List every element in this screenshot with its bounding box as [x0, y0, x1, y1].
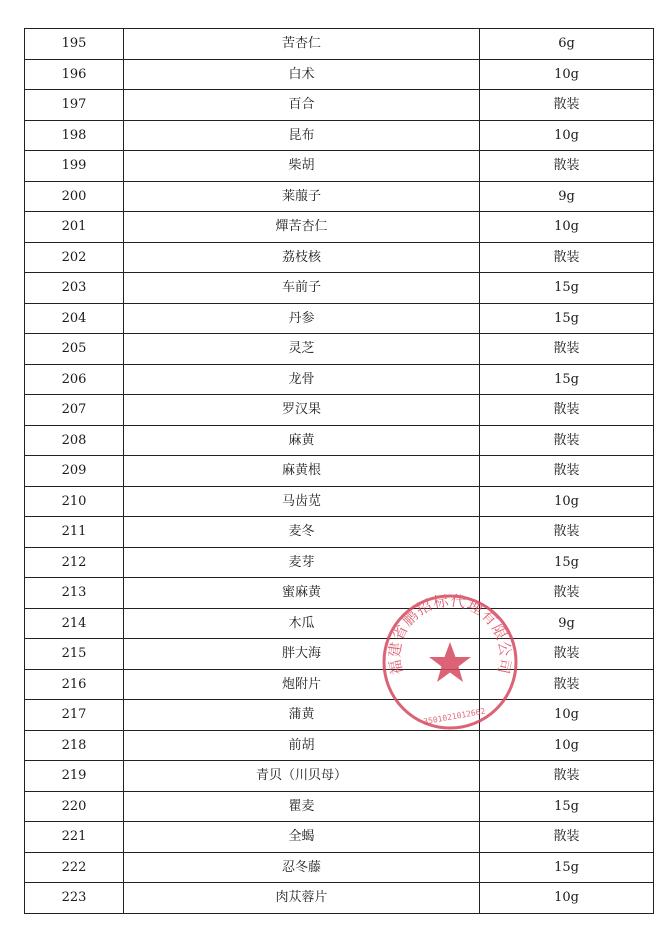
row-number-cell: 209	[25, 456, 124, 487]
row-number-cell: 207	[25, 395, 124, 426]
item-spec-cell: 10g	[480, 730, 654, 761]
item-name-cell: 麻黄	[124, 425, 480, 456]
row-number-cell: 208	[25, 425, 124, 456]
item-spec-cell: 散装	[480, 578, 654, 609]
row-number-cell: 222	[25, 852, 124, 883]
row-number-cell: 223	[25, 883, 124, 914]
table-row	[25, 517, 654, 548]
row-number-cell: 219	[25, 761, 124, 792]
item-name-cell: 苦杏仁	[124, 29, 480, 60]
row-number-cell: 200	[25, 181, 124, 212]
item-spec-cell: 15g	[480, 364, 654, 395]
table-row	[25, 364, 654, 395]
seal-code-text: 3501021012662	[422, 706, 486, 727]
item-spec-cell: 10g	[480, 120, 654, 151]
table-row	[25, 486, 654, 517]
row-number-cell: 212	[25, 547, 124, 578]
table-row	[25, 425, 654, 456]
svg-text:福建省鹏招标代理有限公司: 福建省鹏招标代理有限公司	[385, 592, 515, 677]
table-row	[25, 700, 654, 731]
table-row	[25, 242, 654, 273]
row-number-cell: 215	[25, 639, 124, 670]
item-name-cell: 麻黄根	[124, 456, 480, 487]
row-number-cell: 206	[25, 364, 124, 395]
row-number-cell: 216	[25, 669, 124, 700]
row-number-cell: 201	[25, 212, 124, 243]
herb-list-table	[24, 28, 654, 914]
item-name-cell: 龙骨	[124, 364, 480, 395]
item-spec-cell: 15g	[480, 791, 654, 822]
item-name-cell: 胖大海	[124, 639, 480, 670]
row-number-cell: 205	[25, 334, 124, 365]
item-name-cell: 百合	[124, 90, 480, 121]
item-spec-cell: 散装	[480, 395, 654, 426]
table-row	[25, 273, 654, 304]
table-row	[25, 822, 654, 853]
table-row	[25, 639, 654, 670]
item-spec-cell: 10g	[480, 883, 654, 914]
item-spec-cell: 15g	[480, 273, 654, 304]
item-spec-cell: 6g	[480, 29, 654, 60]
row-number-cell: 218	[25, 730, 124, 761]
item-name-cell: 车前子	[124, 273, 480, 304]
row-number-cell: 220	[25, 791, 124, 822]
row-number-cell: 197	[25, 90, 124, 121]
table-row	[25, 151, 654, 182]
table-row	[25, 303, 654, 334]
table-row	[25, 883, 654, 914]
item-name-cell: 罗汉果	[124, 395, 480, 426]
row-number-cell: 210	[25, 486, 124, 517]
row-number-cell: 203	[25, 273, 124, 304]
table-row	[25, 547, 654, 578]
item-spec-cell: 9g	[480, 608, 654, 639]
table-row	[25, 578, 654, 609]
item-name-cell: 灵芝	[124, 334, 480, 365]
table-row	[25, 761, 654, 792]
row-number-cell: 214	[25, 608, 124, 639]
row-number-cell: 198	[25, 120, 124, 151]
row-number-cell: 195	[25, 29, 124, 60]
item-name-cell: 燀苦杏仁	[124, 212, 480, 243]
item-spec-cell: 散装	[480, 517, 654, 548]
item-name-cell: 蜜麻黄	[124, 578, 480, 609]
row-number-cell: 221	[25, 822, 124, 853]
row-number-cell: 202	[25, 242, 124, 273]
item-spec-cell: 15g	[480, 303, 654, 334]
item-name-cell: 莱菔子	[124, 181, 480, 212]
item-name-cell: 前胡	[124, 730, 480, 761]
table-row	[25, 212, 654, 243]
table-row	[25, 120, 654, 151]
table-row	[25, 334, 654, 365]
item-name-cell: 忍冬藤	[124, 852, 480, 883]
item-name-cell: 马齿苋	[124, 486, 480, 517]
item-name-cell: 荔枝核	[124, 242, 480, 273]
row-number-cell: 204	[25, 303, 124, 334]
item-name-cell: 麦冬	[124, 517, 480, 548]
item-spec-cell: 9g	[480, 181, 654, 212]
item-spec-cell: 散装	[480, 425, 654, 456]
item-spec-cell: 散装	[480, 151, 654, 182]
item-spec-cell: 散装	[480, 761, 654, 792]
row-number-cell: 211	[25, 517, 124, 548]
item-name-cell: 肉苁蓉片	[124, 883, 480, 914]
item-name-cell: 白术	[124, 59, 480, 90]
item-spec-cell: 散装	[480, 822, 654, 853]
table-row	[25, 395, 654, 426]
row-number-cell: 217	[25, 700, 124, 731]
item-spec-cell: 15g	[480, 547, 654, 578]
item-name-cell: 麦芽	[124, 547, 480, 578]
row-number-cell: 199	[25, 151, 124, 182]
item-spec-cell: 10g	[480, 700, 654, 731]
item-spec-cell: 散装	[480, 456, 654, 487]
item-spec-cell: 10g	[480, 212, 654, 243]
item-spec-cell: 散装	[480, 334, 654, 365]
item-name-cell: 青贝（川贝母）	[124, 761, 480, 792]
table-row	[25, 181, 654, 212]
item-name-cell: 瞿麦	[124, 791, 480, 822]
item-spec-cell: 散装	[480, 669, 654, 700]
item-name-cell: 昆布	[124, 120, 480, 151]
table-row	[25, 669, 654, 700]
table-row	[25, 456, 654, 487]
item-spec-cell: 散装	[480, 90, 654, 121]
table-row	[25, 730, 654, 761]
item-spec-cell: 散装	[480, 242, 654, 273]
table-row	[25, 59, 654, 90]
item-name-cell: 全蝎	[124, 822, 480, 853]
table-row	[25, 608, 654, 639]
table-row	[25, 90, 654, 121]
table-body	[25, 29, 654, 914]
item-name-cell: 丹参	[124, 303, 480, 334]
item-spec-cell: 10g	[480, 59, 654, 90]
row-number-cell: 213	[25, 578, 124, 609]
item-spec-cell: 散装	[480, 639, 654, 670]
item-spec-cell: 15g	[480, 852, 654, 883]
table-row	[25, 29, 654, 60]
item-spec-cell: 10g	[480, 486, 654, 517]
item-name-cell: 木瓜	[124, 608, 480, 639]
item-name-cell: 蒲黄	[124, 700, 480, 731]
table-row	[25, 852, 654, 883]
row-number-cell: 196	[25, 59, 124, 90]
item-name-cell: 柴胡	[124, 151, 480, 182]
item-name-cell: 炮附片	[124, 669, 480, 700]
table-row	[25, 791, 654, 822]
